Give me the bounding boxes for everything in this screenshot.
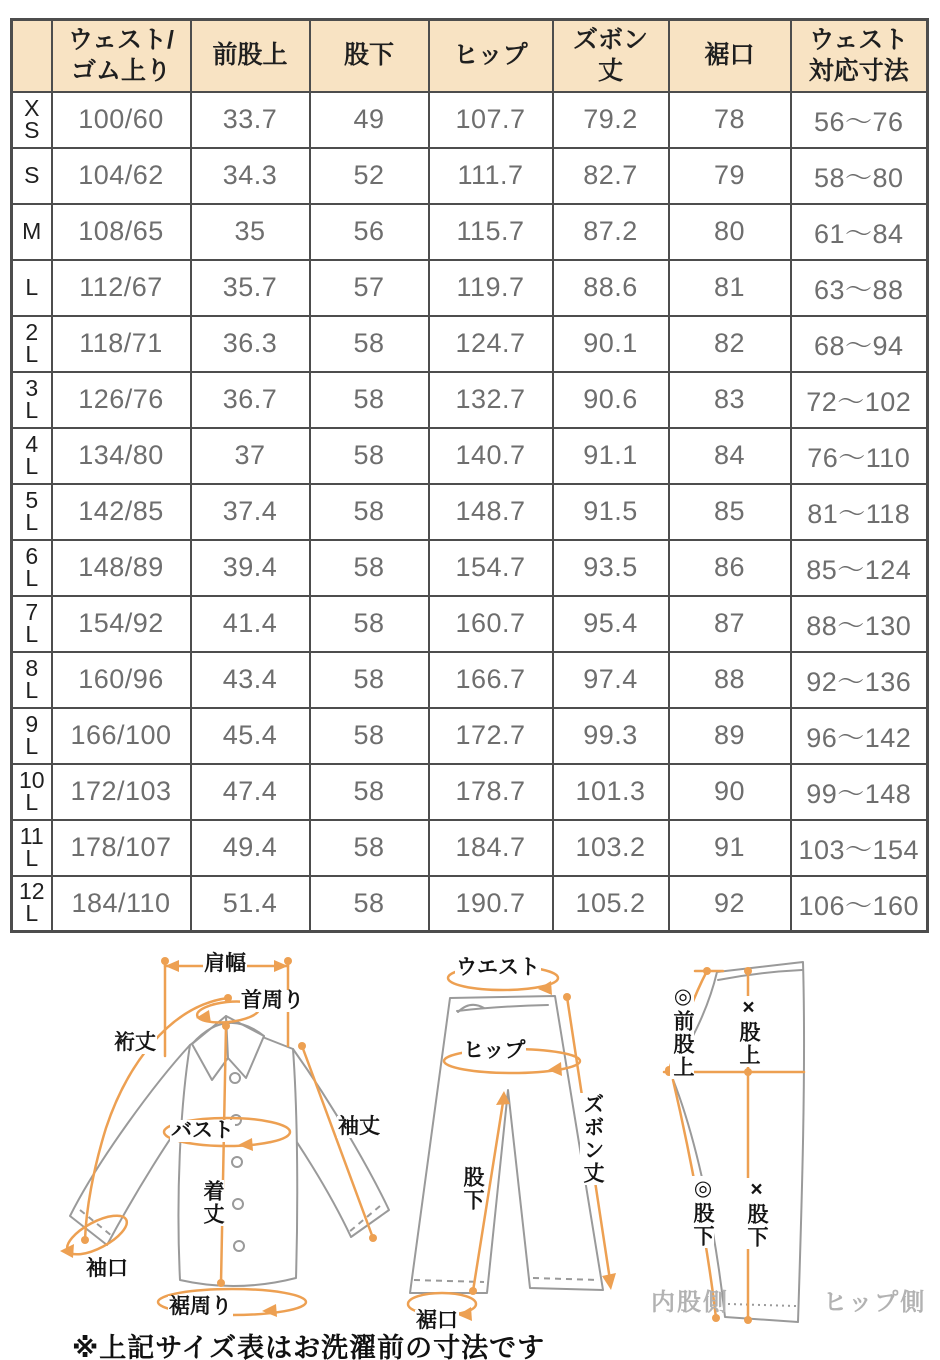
table-cell: 148.7 bbox=[429, 484, 553, 540]
table-cell: 58 bbox=[310, 820, 429, 876]
table-cell: 89 bbox=[669, 708, 791, 764]
table-cell: 160.7 bbox=[429, 596, 553, 652]
table-cell: 36.3 bbox=[191, 316, 310, 372]
shirt-diagram bbox=[40, 948, 410, 1348]
column-header: 裾口 bbox=[669, 20, 791, 92]
table-cell: 34.3 bbox=[191, 148, 310, 204]
table-cell: 190.7 bbox=[429, 876, 553, 932]
label-hem: 裾口 bbox=[416, 1309, 458, 1332]
table-cell: 107.7 bbox=[429, 92, 553, 148]
table-cell: 47.4 bbox=[191, 764, 310, 820]
label-hip: ヒップ bbox=[463, 1039, 526, 1062]
table-cell: 148/89 bbox=[52, 540, 191, 596]
table-row bbox=[12, 876, 928, 932]
table-cell: 87.2 bbox=[553, 204, 669, 260]
column-header: 前股上 bbox=[191, 20, 310, 92]
table-row bbox=[12, 148, 928, 204]
table-cell: 58 bbox=[310, 652, 429, 708]
table-cell: 39.4 bbox=[191, 540, 310, 596]
table-cell: 95.4 bbox=[553, 596, 669, 652]
table-cell: 58 bbox=[310, 596, 429, 652]
table-cell: 63〜88 bbox=[791, 260, 928, 316]
label-yuki-length: 裄丈 bbox=[114, 1031, 156, 1054]
table-cell: 49 bbox=[310, 92, 429, 148]
table-cell: 56〜76 bbox=[791, 92, 928, 148]
size-label: S bbox=[12, 148, 52, 204]
table-cell: 83 bbox=[669, 372, 791, 428]
label-inseam-b: ×股下 bbox=[745, 1178, 769, 1249]
table-cell: 58 bbox=[310, 428, 429, 484]
table-cell: 184.7 bbox=[429, 820, 553, 876]
table-cell: 92 bbox=[669, 876, 791, 932]
table-cell: 100/60 bbox=[52, 92, 191, 148]
table-cell: 41.4 bbox=[191, 596, 310, 652]
table-row bbox=[12, 372, 928, 428]
table-cell: 126/76 bbox=[52, 372, 191, 428]
table-row bbox=[12, 92, 928, 148]
table-cell: 58 bbox=[310, 876, 429, 932]
table-cell: 91.5 bbox=[553, 484, 669, 540]
table-cell: 35.7 bbox=[191, 260, 310, 316]
table-cell: 184/110 bbox=[52, 876, 191, 932]
size-label: 3 L bbox=[12, 372, 52, 428]
table-cell: 58 bbox=[310, 316, 429, 372]
table-cell: 33.7 bbox=[191, 92, 310, 148]
table-cell: 86 bbox=[669, 540, 791, 596]
table-cell: 45.4 bbox=[191, 708, 310, 764]
table-cell: 82 bbox=[669, 316, 791, 372]
table-cell: 91.1 bbox=[553, 428, 669, 484]
table-row bbox=[12, 540, 928, 596]
table-cell: 112/67 bbox=[52, 260, 191, 316]
table-row bbox=[12, 260, 928, 316]
table-cell: 81〜118 bbox=[791, 484, 928, 540]
size-label: 6 L bbox=[12, 540, 52, 596]
size-label: X S bbox=[12, 92, 52, 148]
table-cell: 178.7 bbox=[429, 764, 553, 820]
table-cell: 81 bbox=[669, 260, 791, 316]
column-header bbox=[12, 20, 52, 92]
label-pants-length: ズボン丈 bbox=[581, 1093, 605, 1185]
table-row bbox=[12, 204, 928, 260]
table-cell: 79 bbox=[669, 148, 791, 204]
table-cell: 103.2 bbox=[553, 820, 669, 876]
label-inner-side: 内股側 bbox=[651, 1289, 729, 1316]
table-row bbox=[12, 428, 928, 484]
table-cell: 88 bbox=[669, 652, 791, 708]
pants-front-illustration bbox=[400, 948, 650, 1353]
table-cell: 80 bbox=[669, 204, 791, 260]
label-hem-round: 裾周り bbox=[169, 1295, 232, 1318]
table-cell: 124.7 bbox=[429, 316, 553, 372]
size-label: 10 L bbox=[12, 764, 52, 820]
table-cell: 58 bbox=[310, 540, 429, 596]
table-cell: 90.6 bbox=[553, 372, 669, 428]
table-cell: 105.2 bbox=[553, 876, 669, 932]
label-front-rise: ◎前股上 bbox=[671, 984, 695, 1079]
size-table bbox=[10, 18, 929, 933]
column-header: ヒップ bbox=[429, 20, 553, 92]
table-cell: 178/107 bbox=[52, 820, 191, 876]
table-cell: 111.7 bbox=[429, 148, 553, 204]
table-cell: 119.7 bbox=[429, 260, 553, 316]
size-label: 7 L bbox=[12, 596, 52, 652]
table-cell: 96〜142 bbox=[791, 708, 928, 764]
table-cell: 140.7 bbox=[429, 428, 553, 484]
table-cell: 108/65 bbox=[52, 204, 191, 260]
table-cell: 88.6 bbox=[553, 260, 669, 316]
table-cell: 142/85 bbox=[52, 484, 191, 540]
column-header: ズボン丈 bbox=[553, 20, 669, 92]
label-bust: バスト bbox=[171, 1119, 234, 1142]
table-cell: 118/71 bbox=[52, 316, 191, 372]
table-cell: 154/92 bbox=[52, 596, 191, 652]
table-cell: 99.3 bbox=[553, 708, 669, 764]
table-row bbox=[12, 764, 928, 820]
size-label: M bbox=[12, 204, 52, 260]
table-cell: 57 bbox=[310, 260, 429, 316]
label-shoulder-width: 肩幅 bbox=[204, 952, 246, 975]
table-cell: 91 bbox=[669, 820, 791, 876]
table-cell: 172.7 bbox=[429, 708, 553, 764]
table-row bbox=[12, 316, 928, 372]
table-cell: 104/62 bbox=[52, 148, 191, 204]
table-cell: 172/103 bbox=[52, 764, 191, 820]
table-cell: 134/80 bbox=[52, 428, 191, 484]
table-cell: 101.3 bbox=[553, 764, 669, 820]
size-label: 12 L bbox=[12, 876, 52, 932]
footnote: ※上記サイズ表はお洗濯前の寸法です bbox=[72, 1333, 546, 1360]
column-header: 股下 bbox=[310, 20, 429, 92]
table-row bbox=[12, 652, 928, 708]
size-table-header-row bbox=[12, 20, 928, 92]
label-neck: 首周り bbox=[241, 989, 304, 1012]
table-cell: 97.4 bbox=[553, 652, 669, 708]
table-cell: 93.5 bbox=[553, 540, 669, 596]
table-cell: 61〜84 bbox=[791, 204, 928, 260]
pants-front-diagram bbox=[400, 948, 650, 1353]
table-cell: 78 bbox=[669, 92, 791, 148]
table-cell: 99〜148 bbox=[791, 764, 928, 820]
table-cell: 90.1 bbox=[553, 316, 669, 372]
table-cell: 51.4 bbox=[191, 876, 310, 932]
table-cell: 160/96 bbox=[52, 652, 191, 708]
size-table-body bbox=[12, 92, 928, 932]
table-row bbox=[12, 596, 928, 652]
table-cell: 85〜124 bbox=[791, 540, 928, 596]
label-cuff: 袖口 bbox=[86, 1257, 128, 1280]
table-cell: 52 bbox=[310, 148, 429, 204]
table-cell: 43.4 bbox=[191, 652, 310, 708]
table-cell: 115.7 bbox=[429, 204, 553, 260]
size-label: 2 L bbox=[12, 316, 52, 372]
table-cell: 37 bbox=[191, 428, 310, 484]
table-cell: 84 bbox=[669, 428, 791, 484]
table-row bbox=[12, 708, 928, 764]
table-cell: 132.7 bbox=[429, 372, 553, 428]
column-header: ウェスト対応寸法 bbox=[791, 20, 928, 92]
table-cell: 85 bbox=[669, 484, 791, 540]
table-cell: 58 bbox=[310, 372, 429, 428]
table-cell: 103〜154 bbox=[791, 820, 928, 876]
table-cell: 56 bbox=[310, 204, 429, 260]
size-label: 5 L bbox=[12, 484, 52, 540]
label-rise: ×股上 bbox=[737, 996, 761, 1067]
table-cell: 90 bbox=[669, 764, 791, 820]
table-cell: 58 bbox=[310, 708, 429, 764]
table-row bbox=[12, 820, 928, 876]
column-header: ウェスト/ゴム上り bbox=[52, 20, 191, 92]
label-sleeve-length: 袖丈 bbox=[338, 1115, 380, 1138]
table-cell: 68〜94 bbox=[791, 316, 928, 372]
table-cell: 88〜130 bbox=[791, 596, 928, 652]
pants-side-diagram bbox=[650, 948, 935, 1348]
table-cell: 166.7 bbox=[429, 652, 553, 708]
label-body-length: 着丈 bbox=[201, 1180, 225, 1226]
size-label: L bbox=[12, 260, 52, 316]
label-inseam-a: ◎股下 bbox=[691, 1176, 715, 1248]
table-cell: 154.7 bbox=[429, 540, 553, 596]
table-cell: 87 bbox=[669, 596, 791, 652]
size-label: 11 L bbox=[12, 820, 52, 876]
table-cell: 92〜136 bbox=[791, 652, 928, 708]
table-cell: 35 bbox=[191, 204, 310, 260]
table-cell: 36.7 bbox=[191, 372, 310, 428]
table-cell: 82.7 bbox=[553, 148, 669, 204]
label-inseam: 股下 bbox=[461, 1166, 485, 1212]
size-label: 9 L bbox=[12, 708, 52, 764]
label-hip-side: ヒップ側 bbox=[823, 1289, 927, 1316]
table-cell: 72〜102 bbox=[791, 372, 928, 428]
table-cell: 166/100 bbox=[52, 708, 191, 764]
table-cell: 76〜110 bbox=[791, 428, 928, 484]
table-cell: 106〜160 bbox=[791, 876, 928, 932]
table-cell: 58〜80 bbox=[791, 148, 928, 204]
table-cell: 37.4 bbox=[191, 484, 310, 540]
table-cell: 49.4 bbox=[191, 820, 310, 876]
size-label: 8 L bbox=[12, 652, 52, 708]
table-cell: 58 bbox=[310, 764, 429, 820]
table-row bbox=[12, 484, 928, 540]
table-cell: 79.2 bbox=[553, 92, 669, 148]
shirt-illustration bbox=[40, 948, 410, 1348]
size-label: 4 L bbox=[12, 428, 52, 484]
label-waist: ウエスト bbox=[456, 956, 540, 979]
table-cell: 58 bbox=[310, 484, 429, 540]
